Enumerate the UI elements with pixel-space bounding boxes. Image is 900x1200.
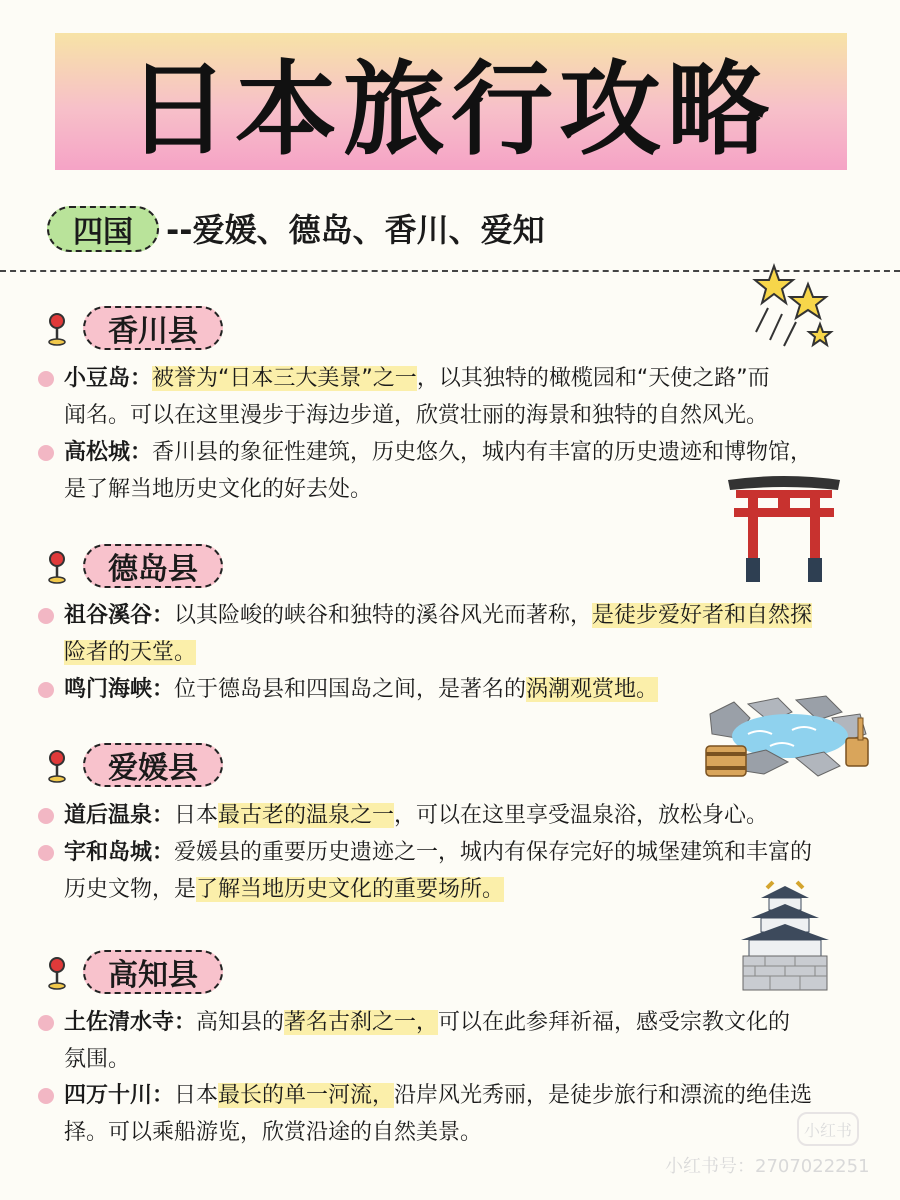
spot-description: 闻名。可以在这里漫步于海边步道，欣赏壮丽的海景和独特的自然风光。	[64, 403, 769, 428]
spot-name: 小豆岛：	[64, 366, 153, 391]
spot-highlight: 著名古刹之一，	[284, 1010, 439, 1035]
map-pin-icon	[45, 312, 69, 346]
prefecture-badge: 德岛县	[83, 544, 223, 588]
spot-highlight: 是徒步爱好者和自然探	[592, 603, 813, 628]
sparkle-stars-icon	[748, 262, 840, 352]
region-badge: 四国	[47, 206, 159, 252]
spot-description: 日本	[174, 1083, 219, 1108]
spot-description: 位于德岛县和四国岛之间，是著名的	[174, 677, 527, 702]
spot-name: 土佐清水寺：	[64, 1010, 197, 1035]
spot-name: 高松城：	[64, 440, 153, 465]
spot-name: 四万十川：	[64, 1083, 175, 1108]
japanese-castle-icon	[735, 880, 835, 992]
spot-highlight: 最古老的温泉之一	[218, 803, 395, 828]
list-item	[38, 597, 868, 671]
spot-highlight: 险者的天堂。	[64, 640, 197, 665]
list-item	[38, 797, 868, 834]
spot-highlight: 涡潮观赏地。	[526, 677, 659, 702]
map-pin-icon	[45, 749, 69, 783]
hot-spring-icon	[700, 690, 872, 782]
prefecture-badge: 香川县	[83, 306, 223, 350]
spot-description: 可以在此参拜祈福，感受宗教文化的	[438, 1010, 791, 1035]
spot-highlight: 被誉为“日本三大美景”之一	[152, 366, 417, 391]
bullet-dot	[38, 445, 54, 461]
spot-highlight: 最长的单一河流，	[218, 1083, 395, 1108]
bullet-dot	[38, 1015, 54, 1031]
prefecture-badge: 爱媛县	[83, 743, 223, 787]
list-item	[38, 1004, 868, 1078]
watermark-id: 小红书号：2707022251	[665, 1156, 870, 1177]
map-pin-icon	[45, 550, 69, 584]
list-item	[38, 1077, 868, 1151]
bullet-dot	[38, 808, 54, 824]
spot-description: 香川县的象征性建筑，历史悠久，城内有丰富的历史遗迹和博物馆，	[152, 440, 813, 465]
spot-description: 是了解当地历史文化的好去处。	[64, 477, 373, 502]
spot-name: 鸣门海峡：	[64, 677, 175, 702]
page-title: 日本旅行攻略	[127, 50, 775, 170]
list-item	[38, 360, 868, 434]
map-pin-icon	[45, 956, 69, 990]
watermark-badge: 小红书	[797, 1112, 859, 1146]
spot-description: 爱媛县的重要历史遗迹之一，城内有保存完好的城堡建筑和丰富的	[174, 840, 813, 865]
bullet-dot	[38, 371, 54, 387]
spot-description: ，以其独特的橄榄园和“天使之路”而	[416, 366, 770, 391]
torii-gate-icon	[726, 472, 842, 584]
spot-description: 沿岸风光秀丽，是徒步旅行和漂流的绝佳选	[394, 1083, 813, 1108]
spot-description: 择。可以乘船游览，欣赏沿途的自然美景。	[64, 1120, 483, 1145]
spot-description: 日本	[174, 803, 219, 828]
bullet-dot	[38, 1088, 54, 1104]
spot-description: 氛围。	[64, 1047, 131, 1072]
spot-name: 祖谷溪谷：	[64, 603, 175, 628]
prefecture-badge: 高知县	[83, 950, 223, 994]
bullet-dot	[38, 608, 54, 624]
bullet-dot	[38, 682, 54, 698]
spot-highlight: 了解当地历史文化的重要场所。	[196, 877, 505, 902]
spot-description: 高知县的	[196, 1010, 285, 1035]
spot-name: 宇和岛城：	[64, 840, 175, 865]
spot-name: 道后温泉：	[64, 803, 175, 828]
spot-description: ，可以在这里享受温泉浴，放松身心。	[394, 803, 769, 828]
bullet-dot	[38, 845, 54, 861]
region-subtitle: --爱媛、德岛、香川、爱知	[166, 211, 545, 249]
spot-description: 历史文物，是	[64, 877, 197, 902]
spot-description: 以其险峻的峡谷和独特的溪谷风光而著称，	[174, 603, 593, 628]
